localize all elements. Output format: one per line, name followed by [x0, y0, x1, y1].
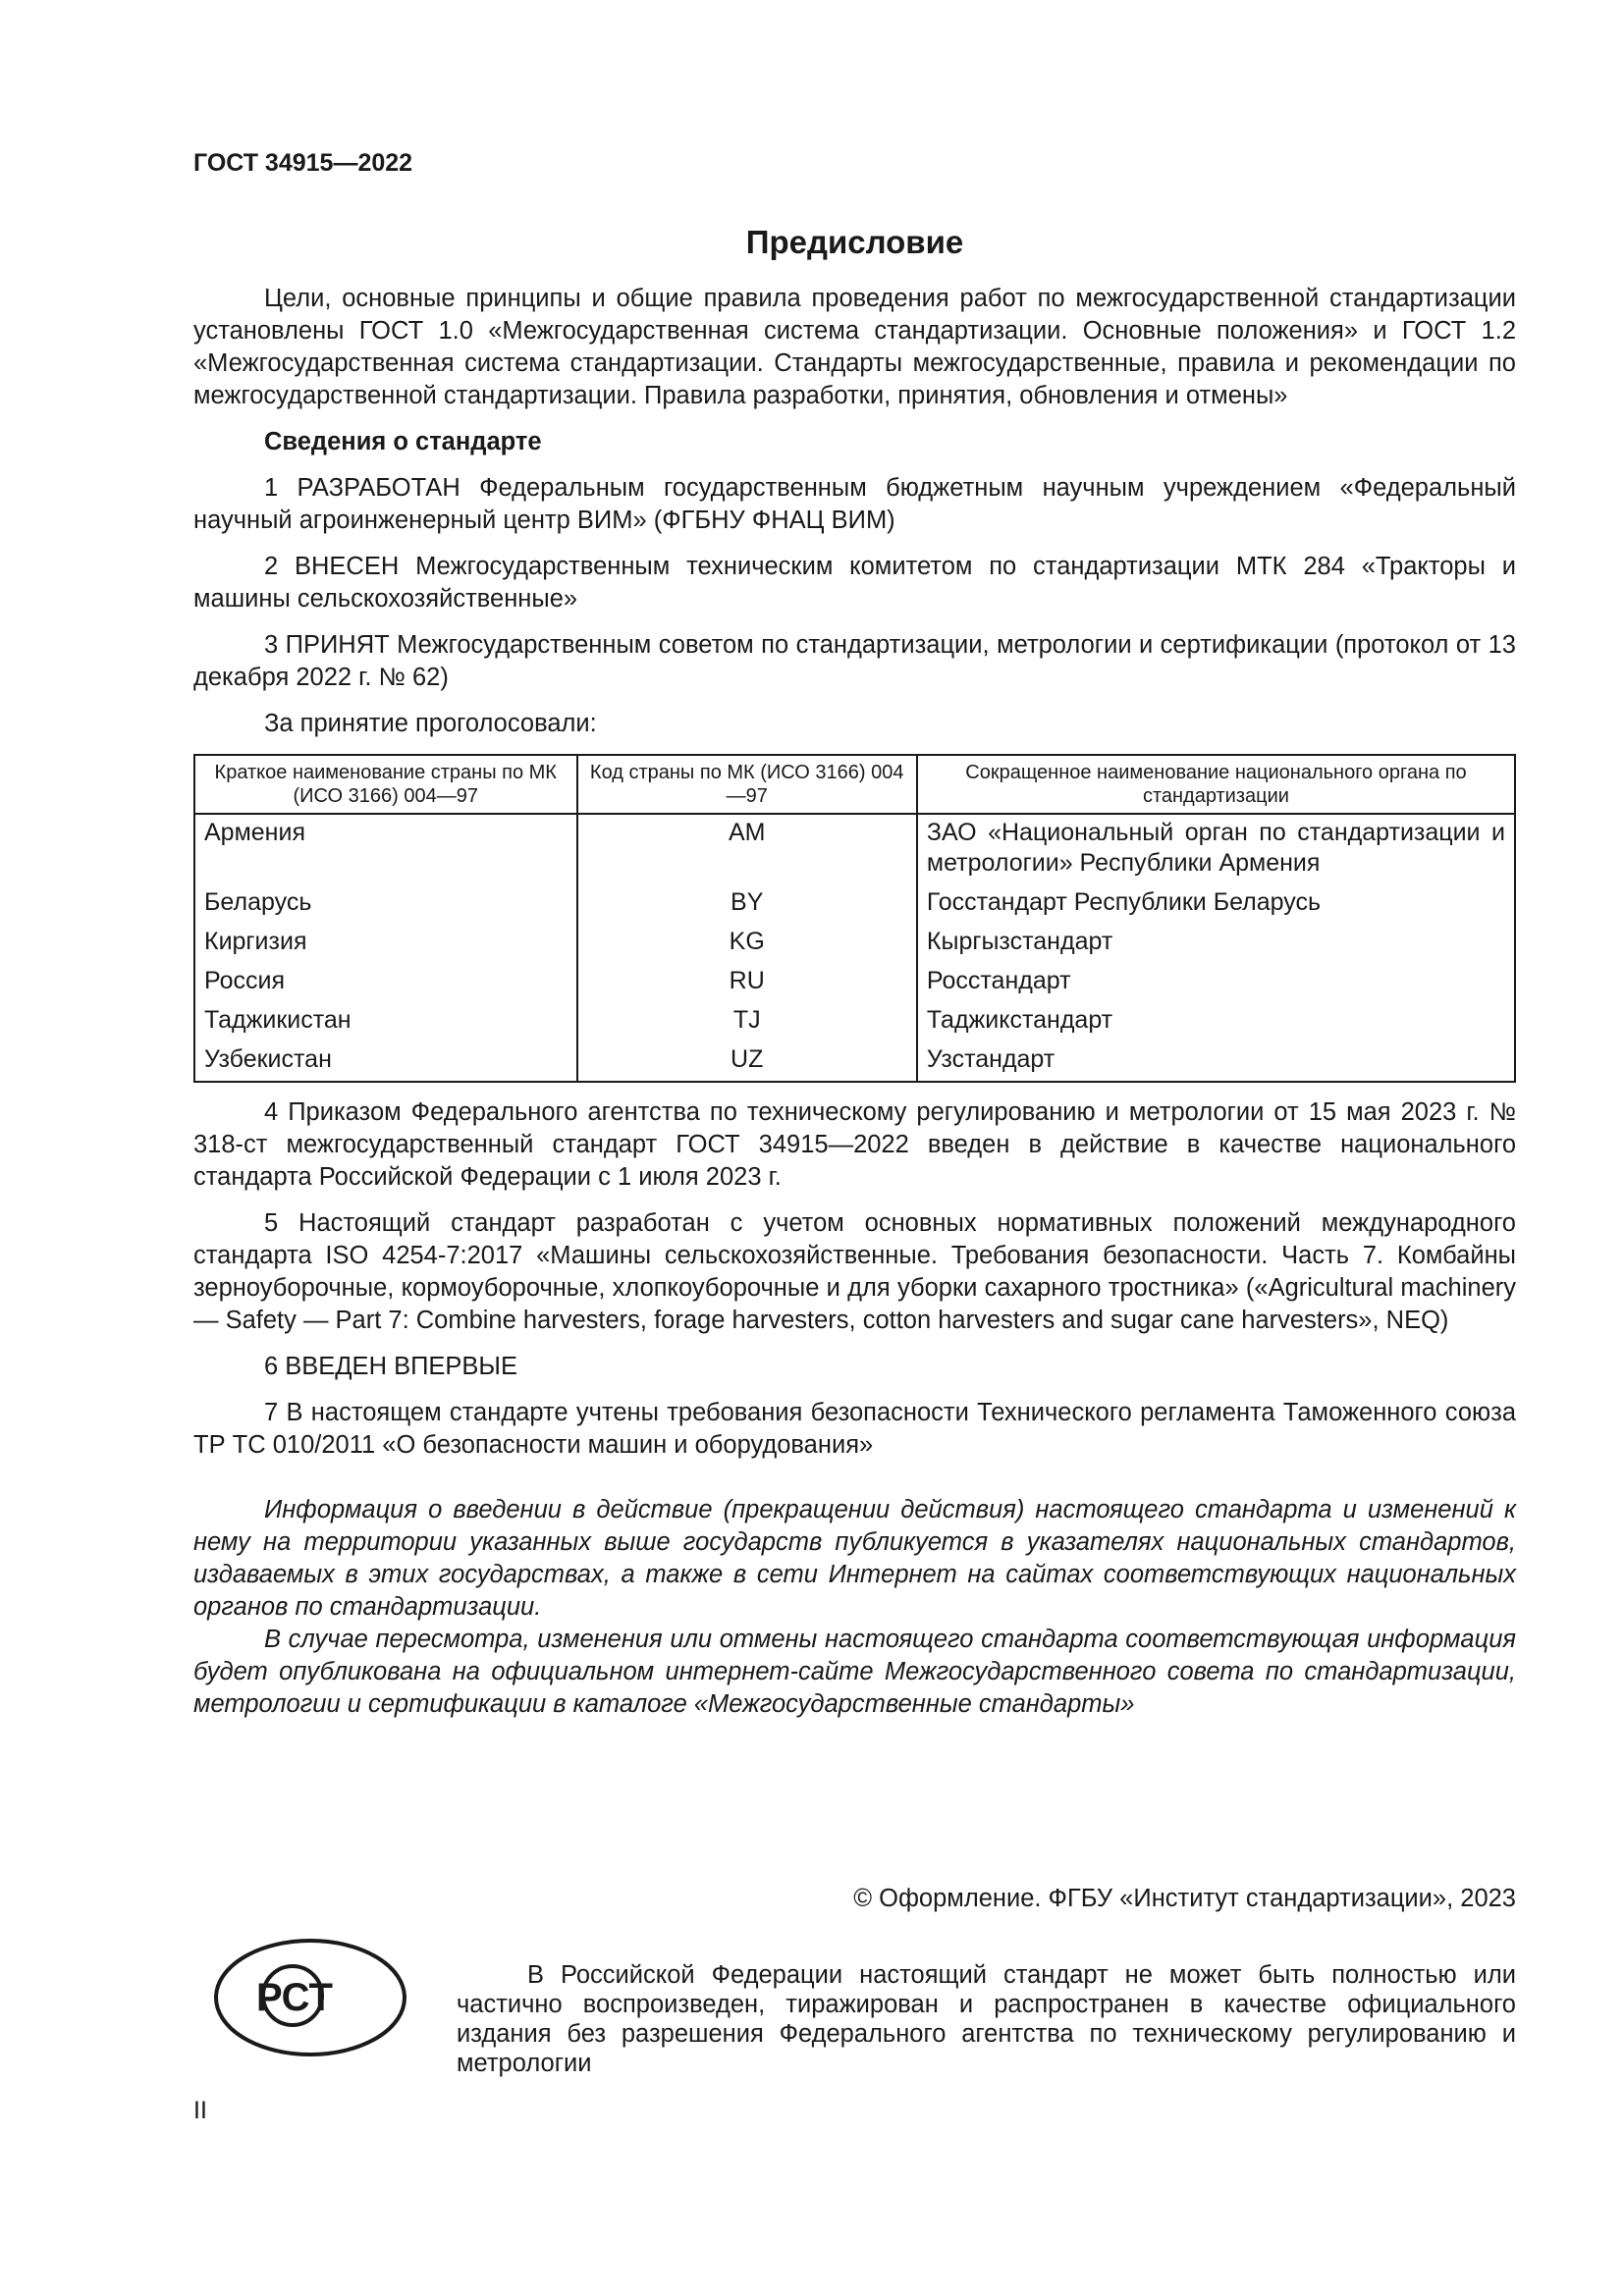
item-3: 3 ПРИНЯТ Межгосударственным советом по стандартизации, метрологии и сертификации (протокол от 13 декабря 2022 г. № 62): [193, 631, 1516, 691]
code-cell: TJ: [577, 1002, 917, 1041]
country-cell: Таджикистан: [194, 1002, 577, 1041]
copyright-line: © Оформление. ФГБУ «Институт стандартизации», 2023: [853, 1885, 1516, 1912]
states-table: [193, 754, 1516, 1083]
code-cell: BY: [577, 884, 917, 924]
document-body: [193, 283, 1516, 1721]
item-2: 2 ВНЕСЕН Межгосударственным техническим комитетом по стандартизации МТК 284 «Тракторы и машины сельскохозяйственные»: [193, 553, 1516, 613]
page-number: II: [193, 2097, 207, 2124]
organ-cell: Госстандарт Республики Беларусь: [917, 884, 1515, 924]
voted-label: За принятие проголосовали:: [264, 710, 597, 737]
table-header-row: [194, 755, 1515, 814]
intro-paragraph: Цели, основные принципы и общие правила проведения работ по межгосударственной стандартизации установлены ГОСТ 1.0 «Межгосударственная система стандартизации. Основные положения» и ГОСТ 1.2 «Межгосударственная система стандартизации. Стандарты межгосударственные, правила и рекомендации по межгосударственной стандартизации. Правила разработки, принятия, обновления и отмены»: [193, 285, 1516, 409]
document-id: ГОСТ 34915—2022: [193, 149, 413, 177]
organ-cell: ЗАО «Национальный орган по стандартизации и метрологии» Республики Армения: [917, 814, 1515, 884]
table-row: [194, 814, 1515, 884]
country-cell: Россия: [194, 963, 577, 1002]
code-cell: AM: [577, 814, 917, 884]
item-6: 6 ВВЕДЕН ВПЕРВЫЕ: [264, 1353, 518, 1380]
notice-paragraph-1: Информация о введении в действие (прекращении действия) настоящего стандарта и изменений к нему на территории указанных выше государств публикуется в указателях национальных стандартов, издаваемых в этих государствах, а также в сети Интернет на сайтах соответствующих национальных органов по стандартизации.: [193, 1496, 1516, 1621]
table-row: [194, 963, 1515, 1002]
rst-certification-mark-icon: [212, 1937, 408, 2058]
code-cell: RU: [577, 963, 917, 1002]
header-country: Краткое наименование страны по МК (ИСО 3166) 004—97: [194, 755, 577, 814]
item-4: 4 Приказом Федерального агентства по техническому регулированию и метрологии от 15 мая 2023 г. № 318-ст межгосударственный стандарт ГОСТ 34915—2022 введен в действие в качестве национального стандарта Российской Федерации с 1 июля 2023 г.: [193, 1098, 1516, 1191]
organ-cell: Кыргызстандарт: [917, 924, 1515, 963]
country-cell: Узбекистан: [194, 1041, 577, 1082]
info-heading: Сведения о стандарте: [264, 428, 542, 455]
organ-cell: Таджикстандарт: [917, 1002, 1515, 1041]
table-row: [194, 1041, 1515, 1082]
page-title: Предисловие: [745, 224, 964, 260]
rights-text: В Российской Федерации настоящий стандарт не может быть полностью или частично воспроизведен, тиражирован и распространен в качестве официального издания без разрешения Федерального агентства по техническому регулированию и метрологии: [457, 1961, 1516, 2077]
code-cell: UZ: [577, 1041, 917, 1082]
header-organ: Сокращенное наименование национального органа по стандартизации: [917, 755, 1515, 814]
country-cell: Беларусь: [194, 884, 577, 924]
item-7: 7 В настоящем стандарте учтены требования безопасности Технического регламента Таможенного союза ТР ТС 010/2011 «О безопасности машин и оборудования»: [193, 1399, 1516, 1459]
logo-lettering: РСТ: [255, 1976, 334, 2019]
item-1: 1 РАЗРАБОТАН Федеральным государственным бюджетным научным учреждением «Федеральный научный агроинженерный центр ВИМ» (ФГБНУ ФНАЦ ВИМ): [193, 474, 1516, 534]
header-code: Код страны по МК (ИСО 3166) 004—97: [577, 755, 917, 814]
notice-paragraph-2: В случае пересмотра, изменения или отмены настоящего стандарта соответствующая информация будет опубликована на официальном интернет-сайте Межгосударственного совета по стандартизации, метрологии и сертификации в каталоге «Межгосударственные стандарты»: [193, 1626, 1516, 1718]
organ-cell: Росстандарт: [917, 963, 1515, 1002]
country-cell: Армения: [194, 814, 577, 884]
table-row: [194, 884, 1515, 924]
country-cell: Киргизия: [194, 924, 577, 963]
table-row: [194, 924, 1515, 963]
rights-notice: [457, 1960, 1516, 2078]
table-row: [194, 1002, 1515, 1041]
code-cell: KG: [577, 924, 917, 963]
item-5: 5 Настоящий стандарт разработан с учетом основных нормативных положений международного стандарта ISO 4254-7:2017 «Машины сельскохозяйственные. Требования безопасности. Часть 7. Комбайны зерноуборочные, кормоуборочные, хлопкоуборочные и для уборки сахарного тростника» («Agricultural machinery — Safety — Part 7: Combine harvesters, forage harvesters, cotton harvesters and sugar cane harvesters», NEQ): [193, 1209, 1516, 1334]
organ-cell: Узстандарт: [917, 1041, 1515, 1082]
